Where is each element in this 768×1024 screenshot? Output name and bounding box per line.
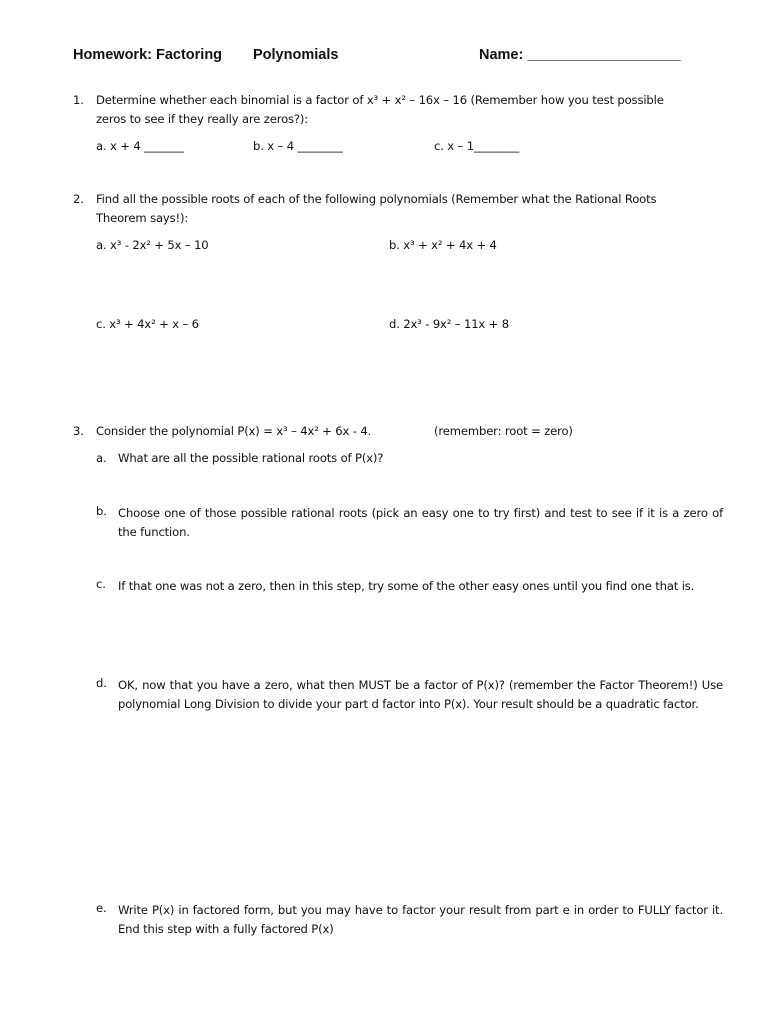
question-3e-letter: e. (96, 901, 107, 915)
question-2-option-d: d. 2x³ - 9x² – 11x + 8 (389, 317, 509, 331)
question-3a-text: What are all the possible rational roots of P(x)? (118, 451, 384, 465)
question-3d-text: OK, now that you have a zero, what then MUST be a factor of P(x)? (remember the Factor Theorem!) Use polynomial Long Division to divide your part d factor into P(x). Your result should be a quadratic factor. (118, 678, 723, 711)
question-1-line1: Determine whether each binomial is a factor of x³ + x² – 16x – 16 (Remember how you test possible (96, 93, 664, 107)
question-2-option-a: a. x³ - 2x² + 5x – 10 (96, 238, 209, 252)
worksheet-title: Homework: Factoring (73, 47, 223, 63)
question-3b-letter: b. (96, 504, 107, 518)
question-3-intro: Consider the polynomial P(x) = x³ – 4x² + 6x - 4. (96, 424, 372, 438)
question-3c-letter: c. (96, 577, 106, 591)
question-3a-letter: a. (96, 451, 107, 465)
question-1-option-b: b. x – 4 ________ (253, 139, 343, 153)
question-2-option-b: b. x³ + x² + 4x + 4 (389, 238, 497, 252)
question-3-number: 3. (73, 424, 84, 438)
question-1-number: 1. (73, 93, 84, 107)
question-2-line2: Theorem says!): (96, 211, 189, 225)
question-3e-text: Write P(x) in factored form, but you may have to factor your result from part e in order to FULLY factor it. End this step with a fully factored P(x) (118, 903, 723, 936)
question-1-line2: zeros to see if they really are zeros?): (96, 112, 309, 126)
question-2-line1: Find all the possible roots of each of the following polynomials (Remember what the Rational Roots (96, 192, 657, 206)
question-3d-letter: d. (96, 676, 107, 690)
question-1-option-a: a. x + 4 _______ (96, 139, 184, 153)
question-3c-text: If that one was not a zero, then in this step, try some of the other easy ones until you find one that is. (118, 579, 695, 593)
worksheet-title-subject: Polynomials (253, 47, 339, 63)
question-3-reminder: (remember: root = zero) (434, 424, 573, 438)
name-field-label: Name: ___________________ (479, 47, 681, 63)
question-2-option-c: c. x³ + 4x² + x – 6 (96, 317, 199, 331)
question-3b-text: Choose one of those possible rational roots (pick an easy one to try first) and test to see if it is a zero of the function. (118, 506, 723, 539)
question-1-option-c: c. x – 1________ (434, 139, 520, 153)
question-2-number: 2. (73, 192, 84, 206)
